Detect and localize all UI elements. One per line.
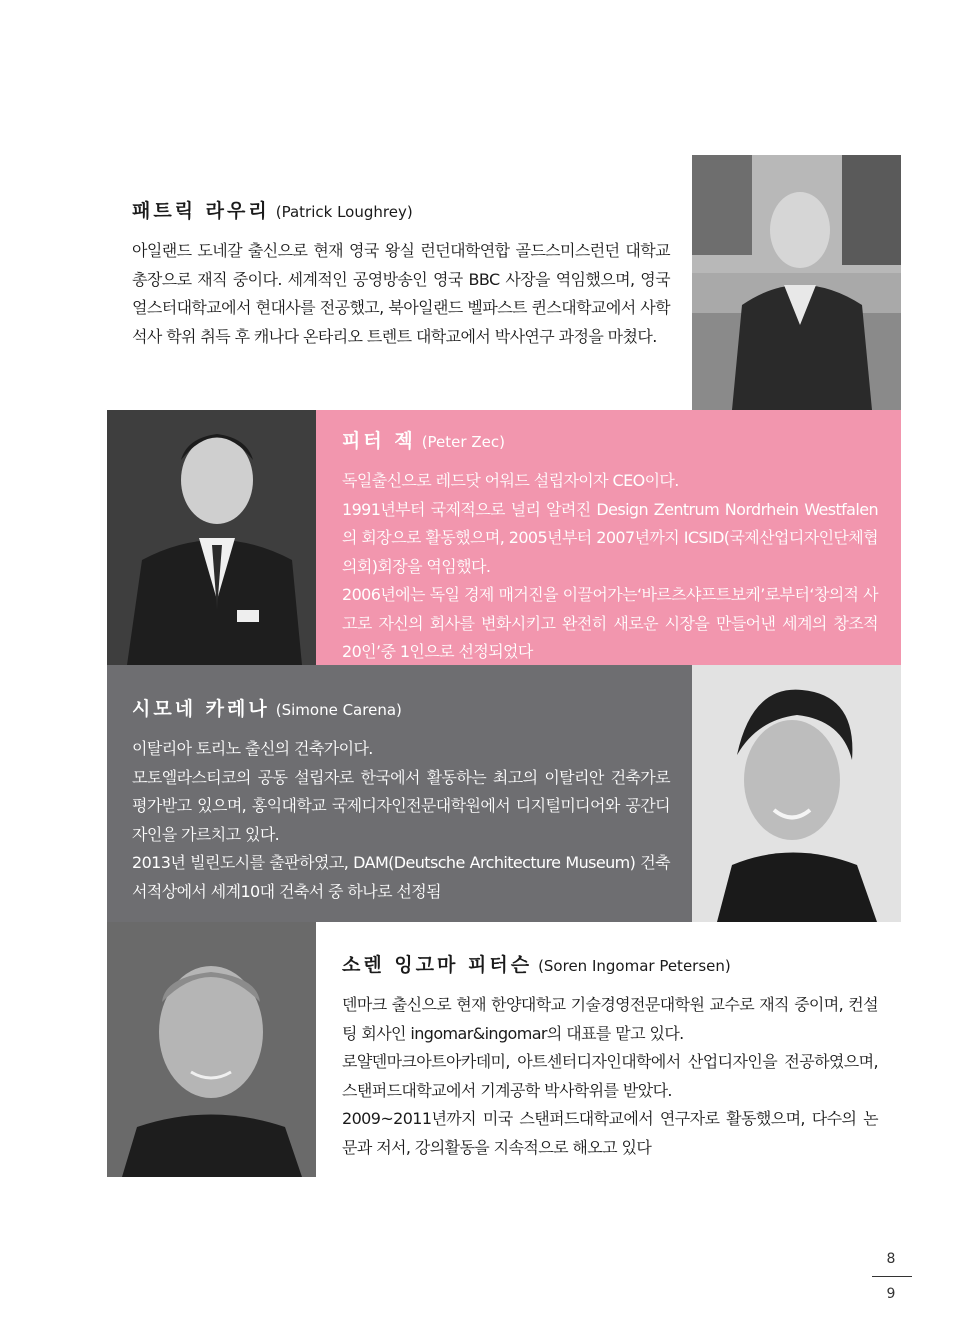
person-bio: [132, 237, 670, 351]
name-english: (Patrick Loughrey): [275, 203, 413, 221]
person-bio: [132, 735, 670, 906]
person-name: [132, 694, 670, 721]
bio-paragraph: 1991년부터 국제적으로 널리 알려진 Design Zentrum Nordrhein Westfalen의 회장으로 활동했으며, 2005년부터 2007년까지 ICSID(국제산업디자인단체협의회)회장을 역임했다.: [342, 499, 878, 576]
name-korean: 패트릭 라우리: [132, 200, 270, 222]
bio-paragraph: 모토엘라스티코의 공동 설립자로 한국에서 활동하는 최고의 이탈리안 건축가로 평가받고 있으며, 홍익대학교 국제디자인전문대학원에서 디지털미디어와 공간디자인을 가르치고 있다.: [132, 767, 670, 844]
bio-paragraph: 이탈리아 토리노 출신의 건축가이다.: [132, 739, 373, 758]
name-korean: 소렌 잉고마 피터슨: [342, 954, 533, 976]
profile-patrick-loughrey: [132, 196, 670, 351]
page-number-right: 9: [886, 1286, 896, 1302]
person-name: [132, 196, 670, 223]
profile-simone-carena: [132, 694, 670, 906]
portrait-photo-soren-ingomar-petersen: [107, 922, 316, 1177]
portrait-photo-peter-zec: [107, 410, 316, 665]
person-name: [342, 950, 878, 977]
name-korean: 시모네 카레나: [132, 698, 270, 720]
page-number-left: 8: [886, 1251, 896, 1267]
name-korean: 피터 젝: [342, 430, 416, 452]
bio-paragraph: 2006년에는 독일 경제 매거진을 이끌어가는‘바르츠샤프트보케’로부터‘창의적 사고로 자신의 회사를 변화시키고 완전히 새로운 시장을 만들어낸 세계의 창조적 20인’중 1인으로 선정되었다: [342, 585, 878, 661]
name-english: (Simone Carena): [275, 701, 402, 719]
name-english: (Soren Ingomar Petersen): [538, 957, 731, 975]
bio-paragraph: 아일랜드 도네갈 출신으로 현재 영국 왕실 런던대학연합 골드스미스런던 대학교 총장으로 재직 중이다. 세계적인 공영방송인 영국 BBC 사장을 역임했으며, 영국 얼스터대학교에서 현대사를 전공했고, 북아일랜드 벨파스트 퀸스대학교에서 사학 석사 학위 취득 후 캐나다 온타리오 트렌트 대학교에서 박사연구 과정을 마쳤다.: [132, 241, 670, 346]
portrait-photo-simone-carena: [692, 665, 901, 922]
name-english: (Peter Zec): [421, 433, 505, 451]
bio-paragraph: 2013년 빌린도시를 출판하였고, DAM(Deutsche Architecture Museum) 건축서적상에서 세계10대 건축서 중 하나로 선정됨: [132, 853, 670, 901]
bio-paragraph: 2009~2011년까지 미국 스탠퍼드대학교에서 연구자로 활동했으며, 다수의 논문과 저서, 강의활동을 지속적으로 해오고 있다: [342, 1109, 878, 1157]
bio-paragraph: 로얄덴마크아트아카데미, 아트센터디자인대학에서 산업디자인을 전공하였으며, 스탠퍼드대학교에서 기계공학 박사학위를 받았다.: [342, 1052, 878, 1100]
page-number-divider: [872, 1276, 912, 1277]
person-name: [342, 426, 878, 453]
person-bio: [342, 991, 878, 1162]
profile-soren-ingomar-petersen: [342, 950, 878, 1162]
profile-peter-zec: [342, 426, 878, 667]
portrait-photo-patrick-loughrey: [692, 155, 901, 410]
person-bio: [342, 467, 878, 667]
bio-paragraph: 덴마크 출신으로 현재 한양대학교 기술경영전문대학원 교수로 재직 중이며, 컨설팅 회사인 ingomar&ingomar의 대표를 맡고 있다.: [342, 995, 878, 1043]
bio-paragraph: 독일출신으로 레드닷 어워드 설립자이자 CEO이다.: [342, 471, 679, 490]
